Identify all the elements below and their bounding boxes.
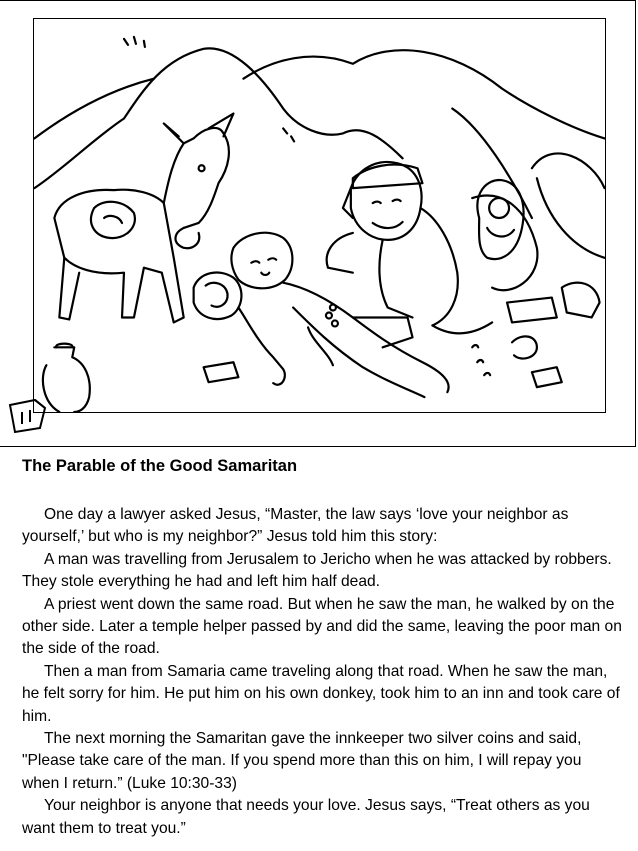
injured-man xyxy=(231,233,448,397)
samaritan xyxy=(327,162,492,333)
stone-block-icon xyxy=(0,380,80,450)
story-paragraph: Then a man from Samaria came traveling along that road. When he saw the man, he felt sorry for him. He put him on his own donkey, took him to an inn and took care of him. xyxy=(22,662,620,725)
priest-figure xyxy=(477,180,523,259)
story-paragraph: The next morning the Samaritan gave the innkeeper two silver coins and said, "Please take care of the man. If you spend more than this on him, I will repay you when I return.” (Luke 10:30-33) xyxy=(22,730,582,792)
page-title: The Parable of the Good Samaritan xyxy=(22,457,298,475)
story-paragraph: One day a lawyer asked Jesus, “Master, the law says ‘love your neighbor as yourself,’ but who is my neighbor?” Jesus told him this story: xyxy=(22,506,569,546)
scattered-objects xyxy=(194,273,600,388)
story-paragraph: A man was travelling from Jerusalem to Jericho when he was attacked by robbers. They stole everything he had and left him half dead. xyxy=(22,550,612,591)
coloring-illustration xyxy=(33,18,606,413)
rock-hills xyxy=(34,37,604,290)
story-paragraph: A priest went down the same road. But when he saw the man, he walked by on the other side. Later a temple helper passed by and did the same, leaving the poor man on the side of the road. xyxy=(22,595,622,658)
story-paragraph: Your neighbor is anyone that needs your love. Jesus says, “Treat others as you want them to treat you.” xyxy=(22,797,590,837)
donkey xyxy=(54,114,233,323)
story-text xyxy=(22,504,622,840)
